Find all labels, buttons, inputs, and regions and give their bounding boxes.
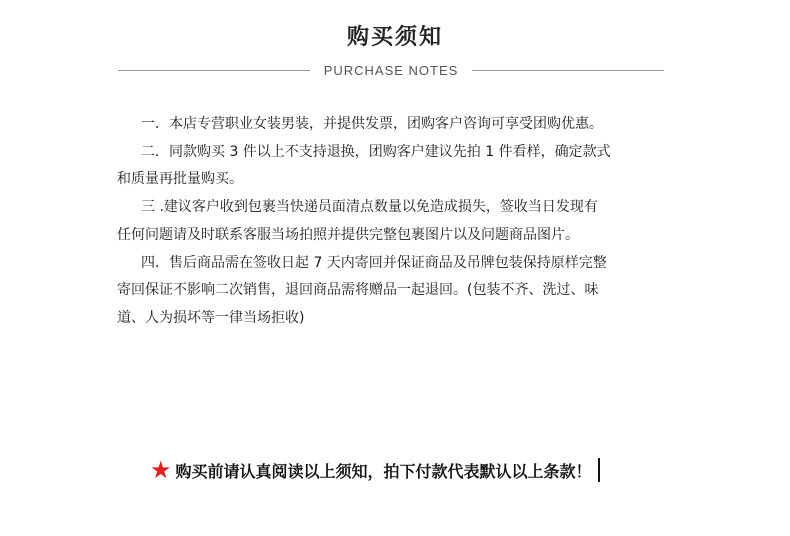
note-line: 一．本店专营职业女装男装，并提供发票，团购客户咨询可享受团购优惠。 bbox=[141, 116, 603, 132]
note-line: 四．售后商品需在签收日起 7 天内寄回并保证商品及吊牌包装保持原样完整 bbox=[141, 254, 607, 271]
note-4 bbox=[117, 250, 673, 333]
text-cursor bbox=[598, 458, 600, 482]
page-subtitle: PURCHASE NOTES bbox=[323, 62, 459, 78]
left-divider bbox=[118, 70, 310, 71]
note-line: 三 .建议客户收到包裹当快递员面清点数量以免造成损失，签收当日发现有 bbox=[141, 199, 598, 216]
note-line: 任何问题请及时联系客服当场拍照并提供完整包裹图片以及问题商品图片。 bbox=[117, 226, 579, 243]
note-1 bbox=[117, 111, 673, 139]
note-2 bbox=[117, 139, 673, 194]
notes-list bbox=[117, 111, 673, 333]
note-3 bbox=[117, 194, 673, 249]
right-divider bbox=[472, 70, 664, 71]
note-line: 道、人为损坏等一律当场拒收) bbox=[117, 309, 305, 326]
star-icon: ★ bbox=[150, 456, 172, 484]
subtitle-row bbox=[118, 60, 664, 80]
warning-banner bbox=[150, 454, 600, 486]
note-line: 寄回保证不影响二次销售，退回商品需将赠品一起退回。(包装不齐、洗过、味 bbox=[117, 282, 599, 299]
warning-text: 购买前请认真阅读以上须知，拍下付款代表默认以上条款！ bbox=[175, 461, 592, 481]
note-line: 和质量再批量购买。 bbox=[117, 171, 243, 188]
page-title: 购买须知 bbox=[346, 25, 443, 50]
note-line: 二．同款购买 3 件以上不支持退换，团购客户建议先拍 1 件看样，确定款式 bbox=[141, 143, 611, 160]
